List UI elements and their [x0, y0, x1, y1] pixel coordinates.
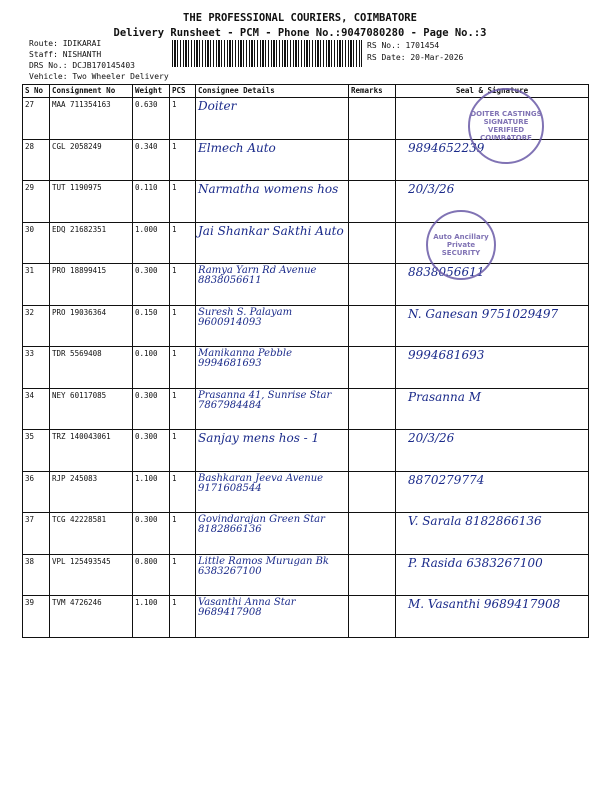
cell-consignee — [196, 471, 349, 513]
cell-pcs: 1 — [170, 139, 196, 181]
consignee-handwriting: Little Ramos Murugan Bk 6383267100 — [198, 555, 329, 577]
cell-signature — [396, 471, 589, 513]
cell-signature — [396, 181, 589, 223]
cell-consignment: TUT 1190975 — [50, 181, 133, 223]
signature-handwriting: N. Ganesan 9751029497 — [408, 306, 559, 321]
consignee-handwriting: Sanjay mens hos - 1 — [198, 431, 320, 445]
cell-consignee — [196, 347, 349, 389]
cell-consignment: RJP 245083 — [50, 471, 133, 513]
cell-consignment: TCG 42228581 — [50, 513, 133, 555]
security-seal-stamp — [426, 210, 496, 280]
cell-pcs: 1 — [170, 471, 196, 513]
rs-info — [367, 40, 463, 64]
cell-weight: 0.150 — [133, 305, 170, 347]
signature-handwriting: 20/3/26 — [408, 431, 455, 445]
cell-remarks — [349, 139, 396, 181]
table-row — [23, 264, 589, 306]
cell-signature — [396, 388, 589, 430]
rs-date: RS Date: 20-Mar-2026 — [367, 53, 464, 62]
seal-text: Auto Ancillary Private SECURITY — [433, 233, 489, 257]
signature-handwriting: 8838056611 — [408, 265, 485, 279]
cell-pcs: 1 — [170, 347, 196, 389]
cell-pcs: 1 — [170, 222, 196, 264]
cell-remarks — [349, 388, 396, 430]
cell-consignee — [196, 305, 349, 347]
cell-remarks — [349, 513, 396, 555]
cell-signature — [396, 347, 589, 389]
cell-remarks — [349, 181, 396, 223]
cell-pcs: 1 — [170, 305, 196, 347]
cell-sno: 28 — [23, 139, 50, 181]
cell-signature — [396, 596, 589, 638]
cell-signature — [396, 554, 589, 596]
col-signature: Seal & Signature — [396, 85, 589, 98]
cell-consignee — [196, 554, 349, 596]
cell-weight: 0.340 — [133, 139, 170, 181]
table-row — [23, 222, 589, 264]
col-consignee: Consignee Details — [196, 85, 349, 98]
cell-consignee — [196, 264, 349, 306]
barcode — [172, 40, 362, 67]
cell-sno: 33 — [23, 347, 50, 389]
cell-sno: 27 — [23, 98, 50, 140]
drs-label: DRS No.: DCJB170145403 — [29, 61, 135, 70]
col-consignment: Consignment No — [50, 85, 133, 98]
cell-pcs: 1 — [170, 98, 196, 140]
cell-consignment: EDQ 21682351 — [50, 222, 133, 264]
seal-text: DOITER CASTINGS SIGNATURE VERIFIED COIMBATORE — [470, 110, 542, 142]
signature-handwriting: M. Vasanthi 9689417908 — [408, 597, 561, 611]
cell-consignee — [196, 181, 349, 223]
cell-remarks — [349, 305, 396, 347]
col-sno: S No — [23, 85, 50, 98]
consignee-handwriting: Narmatha womens hos — [198, 182, 339, 196]
cell-sno: 38 — [23, 554, 50, 596]
consignee-handwriting: Jai Shankar Sakthi Auto — [198, 223, 344, 238]
cell-weight: 1.000 — [133, 222, 170, 264]
consignee-handwriting: Vasanthi Anna Star 9689417908 — [198, 597, 296, 618]
cell-signature — [396, 305, 589, 347]
cell-weight: 0.300 — [133, 430, 170, 472]
table-row — [23, 430, 589, 472]
consignee-handwriting: Manikanna Pebble 9994681693 — [198, 348, 292, 369]
cell-consignment: PRO 18899415 — [50, 264, 133, 306]
consignee-handwriting: Ramya Yarn Rd Avenue 8838056611 — [198, 265, 317, 286]
cell-consignee — [196, 139, 349, 181]
cell-consignment: VPL 125493545 — [50, 554, 133, 596]
cell-remarks — [349, 554, 396, 596]
cell-sno: 31 — [23, 264, 50, 306]
cell-consignee — [196, 513, 349, 555]
cell-remarks — [349, 264, 396, 306]
cell-remarks — [349, 98, 396, 140]
col-remarks: Remarks — [349, 85, 396, 98]
runsheet-table — [22, 84, 589, 638]
cell-consignment: NEY 60117085 — [50, 388, 133, 430]
cell-consignment: TRZ 140043061 — [50, 430, 133, 472]
cell-weight: 0.630 — [133, 98, 170, 140]
cell-consignment: MAA 711354163 — [50, 98, 133, 140]
cell-consignment: PRO 19036364 — [50, 305, 133, 347]
consignee-handwriting: Prasanna 41, Sunrise Star 7867984484 — [198, 389, 332, 411]
cell-pcs: 1 — [170, 430, 196, 472]
cell-weight: 1.100 — [133, 596, 170, 638]
cell-pcs: 1 — [170, 181, 196, 223]
cell-pcs: 1 — [170, 388, 196, 430]
cell-sno: 30 — [23, 222, 50, 264]
cell-remarks — [349, 347, 396, 389]
consignee-handwriting: Govindarajan Green Star 8182866136 — [198, 514, 325, 535]
route-info — [29, 38, 169, 82]
cell-weight: 0.300 — [133, 388, 170, 430]
signature-handwriting: 20/3/26 — [408, 182, 455, 196]
table-row — [23, 181, 589, 223]
cell-pcs: 1 — [170, 513, 196, 555]
route-label: Route: IDIKARAI — [29, 39, 102, 48]
table-row — [23, 513, 589, 555]
consignee-handwriting: Bashkaran Jeeva Avenue 9171608544 — [198, 472, 324, 494]
cell-remarks — [349, 471, 396, 513]
signature-handwriting: V. Sarala 8182866136 — [408, 514, 542, 528]
consignee-handwriting: Elmech Auto — [198, 140, 276, 155]
cell-consignment: TVM 4726246 — [50, 596, 133, 638]
cell-consignee — [196, 596, 349, 638]
signature-handwriting: P. Rasida 6383267100 — [408, 555, 543, 570]
cell-weight: 0.110 — [133, 181, 170, 223]
cell-sno: 29 — [23, 181, 50, 223]
company-title: THE PROFESSIONAL COURIERS, COIMBATORE — [183, 12, 417, 24]
col-weight: Weight — [133, 85, 170, 98]
cell-remarks — [349, 222, 396, 264]
signature-handwriting: Prasanna M — [408, 389, 481, 404]
cell-consignee — [196, 98, 349, 140]
cell-consignee — [196, 388, 349, 430]
signature-handwriting: 9894652239 — [408, 140, 485, 155]
cell-sno: 34 — [23, 388, 50, 430]
cell-sno: 37 — [23, 513, 50, 555]
cell-weight: 0.300 — [133, 264, 170, 306]
cell-signature — [396, 430, 589, 472]
cell-pcs: 1 — [170, 596, 196, 638]
cell-weight: 0.100 — [133, 347, 170, 389]
cell-sno: 36 — [23, 471, 50, 513]
cell-remarks — [349, 430, 396, 472]
cell-consignment: TDR 5569408 — [50, 347, 133, 389]
cell-signature — [396, 264, 589, 306]
cell-weight: 0.800 — [133, 554, 170, 596]
table-row — [23, 347, 589, 389]
col-pcs: PCS — [170, 85, 196, 98]
cell-pcs: 1 — [170, 554, 196, 596]
runsheet-subtitle: Delivery Runsheet - PCM - Phone No.:9047080280 - Page No.:3 — [113, 27, 487, 39]
cell-consignee — [196, 430, 349, 472]
cell-remarks — [349, 596, 396, 638]
consignee-handwriting: Suresh S. Palayam 9600914093 — [198, 306, 293, 328]
table-row — [23, 554, 589, 596]
cell-pcs: 1 — [170, 264, 196, 306]
table-row — [23, 596, 589, 638]
cell-weight: 1.100 — [133, 471, 170, 513]
company-seal-stamp — [468, 88, 544, 164]
rs-number: RS No.: 1701454 — [367, 41, 440, 50]
consignee-handwriting: Doiter — [198, 99, 237, 113]
cell-consignee — [196, 222, 349, 264]
cell-weight: 0.300 — [133, 513, 170, 555]
signature-handwriting: 9994681693 — [408, 348, 485, 362]
table-row — [23, 305, 589, 347]
cell-sno: 32 — [23, 305, 50, 347]
cell-consignment: CGL 2058249 — [50, 139, 133, 181]
cell-sno: 35 — [23, 430, 50, 472]
staff-label: Staff: NISHANTH — [29, 50, 102, 59]
vehicle-label: Vehicle: Two Wheeler Delivery — [29, 72, 169, 81]
table-row — [23, 471, 589, 513]
cell-signature — [396, 513, 589, 555]
table-row — [23, 388, 589, 430]
cell-sno: 39 — [23, 596, 50, 638]
signature-handwriting: 8870279774 — [408, 472, 485, 487]
